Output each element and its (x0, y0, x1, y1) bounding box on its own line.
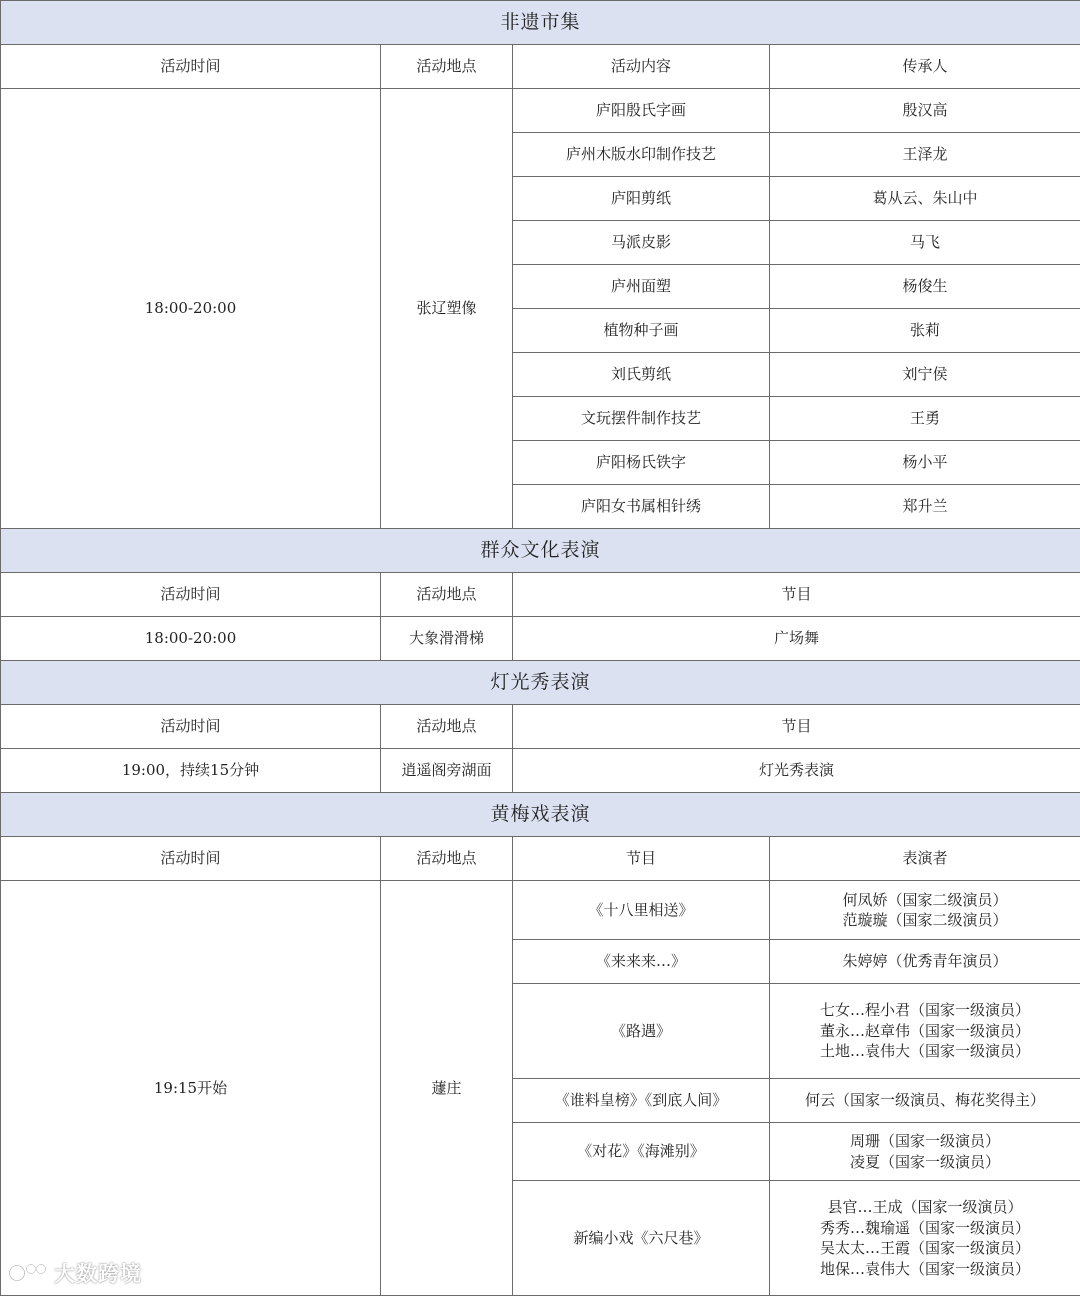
header-inheritor: 传承人 (770, 45, 1080, 89)
market-inheritor: 张莉 (770, 309, 1080, 353)
header-program: 节目 (513, 573, 1080, 617)
performance-place: 大象滑滑梯 (381, 617, 513, 661)
performer-line: 县官…王成（国家一级演员） (770, 1197, 1080, 1218)
header-place: 活动地点 (381, 705, 513, 749)
opera-performers (770, 940, 1080, 984)
market-content: 马派皮影 (513, 221, 770, 265)
performer-line: 何云（国家一级演员、梅花奖得主） (770, 1090, 1080, 1111)
header-program: 节目 (513, 705, 1080, 749)
opera-time: 19:15开始 (1, 881, 381, 1296)
lightshow-program: 灯光秀表演 (513, 749, 1080, 793)
market-inheritor: 马飞 (770, 221, 1080, 265)
header-time: 活动时间 (1, 45, 381, 89)
table-row (1, 881, 1080, 940)
performer-line: 七女…程小君（国家一级演员） (770, 1000, 1080, 1021)
section-title-lightshow: 灯光秀表演 (1, 661, 1080, 705)
header-program: 节目 (513, 837, 770, 881)
opera-program: 《十八里相送》 (513, 881, 770, 940)
performer-line: 周珊（国家一级演员） (770, 1131, 1080, 1152)
logo-icon (8, 1260, 48, 1286)
header-content: 活动内容 (513, 45, 770, 89)
opera-place: 蘧庄 (381, 881, 513, 1296)
opera-performers (770, 984, 1080, 1079)
market-content: 庐阳女书属相针绣 (513, 485, 770, 529)
market-inheritor: 郑升兰 (770, 485, 1080, 529)
performer-line: 地保…袁伟大（国家一级演员） (770, 1259, 1080, 1280)
performer-line: 董永…赵章伟（国家一级演员） (770, 1021, 1080, 1042)
market-inheritor: 葛从云、朱山中 (770, 177, 1080, 221)
table-row (1, 749, 1080, 793)
market-content: 庐州木版水印制作技艺 (513, 133, 770, 177)
market-content: 刘氏剪纸 (513, 353, 770, 397)
opera-performers (770, 1123, 1080, 1181)
market-content: 庐阳殷氏字画 (513, 89, 770, 133)
header-place: 活动地点 (381, 573, 513, 617)
performer-line: 吴太太…王霞（国家一级演员） (770, 1238, 1080, 1259)
performance-program: 广场舞 (513, 617, 1080, 661)
market-inheritor: 刘宁侯 (770, 353, 1080, 397)
market-content: 庐州面塑 (513, 265, 770, 309)
market-content: 文玩摆件制作技艺 (513, 397, 770, 441)
header-time: 活动时间 (1, 837, 381, 881)
market-content: 庐阳剪纸 (513, 177, 770, 221)
market-place: 张辽塑像 (381, 89, 513, 529)
lightshow-place: 逍遥阁旁湖面 (381, 749, 513, 793)
market-inheritor: 王泽龙 (770, 133, 1080, 177)
section-title-qunzhong: 群众文化表演 (1, 529, 1080, 573)
performer-line: 朱婷婷（优秀青年演员） (770, 951, 1080, 972)
market-inheritor: 杨俊生 (770, 265, 1080, 309)
header-time: 活动时间 (1, 705, 381, 749)
section-title-huangmei: 黄梅戏表演 (1, 793, 1080, 837)
opera-performers (770, 1181, 1080, 1296)
market-time: 18:00-20:00 (1, 89, 381, 529)
header-time: 活动时间 (1, 573, 381, 617)
performer-line: 范璇璇（国家二级演员） (770, 910, 1080, 931)
market-inheritor: 王勇 (770, 397, 1080, 441)
opera-performers (770, 1079, 1080, 1123)
opera-program: 《来来来…》 (513, 940, 770, 984)
performer-line: 何凤娇（国家二级演员） (770, 890, 1080, 911)
performance-time: 18:00-20:00 (1, 617, 381, 661)
market-content: 植物种子画 (513, 309, 770, 353)
table-row (1, 89, 1080, 133)
section-title-feiyi: 非遗市集 (1, 1, 1080, 45)
opera-performers (770, 881, 1080, 940)
opera-program: 《对花》《海滩别》 (513, 1123, 770, 1181)
performer-line: 土地…袁伟大（国家一级演员） (770, 1041, 1080, 1062)
table-row (1, 617, 1080, 661)
performer-line: 秀秀…魏瑜遥（国家一级演员） (770, 1218, 1080, 1239)
lightshow-time: 19:00，持续15分钟 (1, 749, 381, 793)
watermark-text: 大数跨境 (54, 1258, 142, 1288)
opera-program: 新编小戏《六尺巷》 (513, 1181, 770, 1296)
market-inheritor: 殷汉高 (770, 89, 1080, 133)
watermark (8, 1258, 142, 1288)
header-place: 活动地点 (381, 45, 513, 89)
market-inheritor: 杨小平 (770, 441, 1080, 485)
performer-line: 凌夏（国家一级演员） (770, 1152, 1080, 1173)
opera-program: 《谁料皇榜》《到底人间》 (513, 1079, 770, 1123)
market-content: 庐阳杨氏铁字 (513, 441, 770, 485)
opera-program: 《路遇》 (513, 984, 770, 1079)
header-place: 活动地点 (381, 837, 513, 881)
header-performer: 表演者 (770, 837, 1080, 881)
